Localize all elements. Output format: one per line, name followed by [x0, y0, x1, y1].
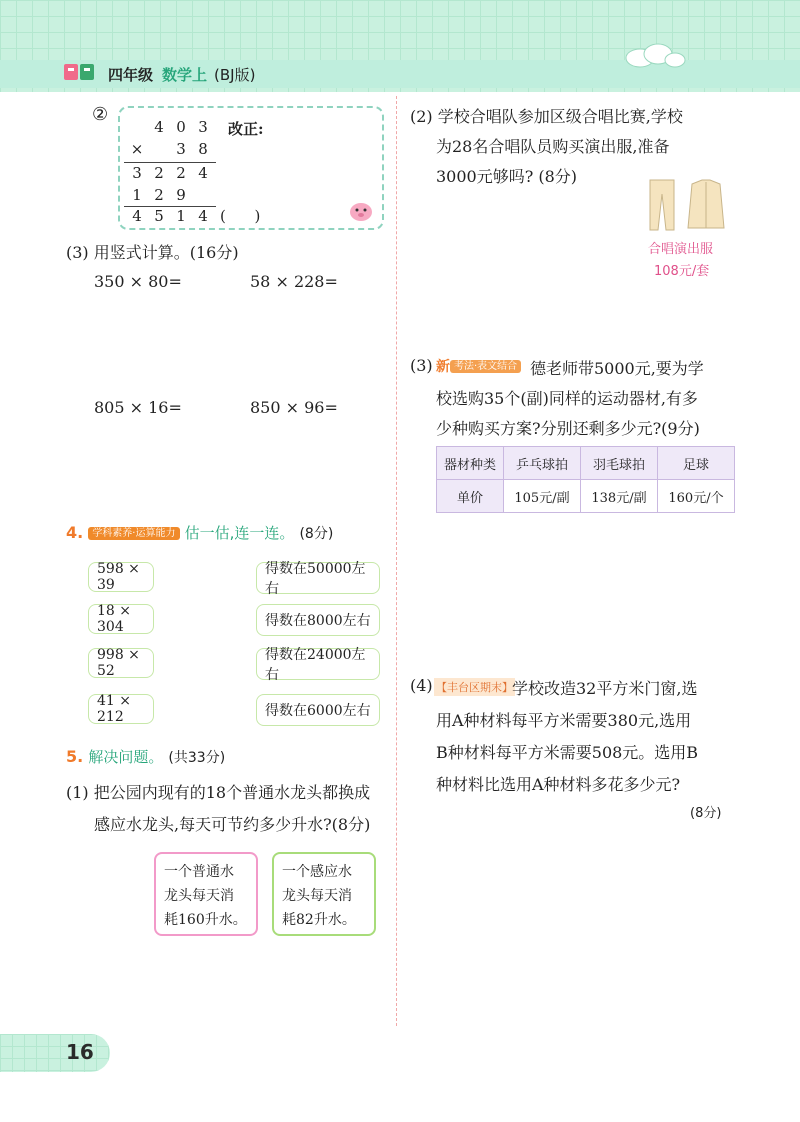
column-divider	[396, 96, 397, 1026]
match-right-item[interactable]: 得数在24000左右	[256, 648, 380, 680]
r-q4-line1: 学校改造32平方米门窗,选	[512, 679, 698, 698]
table-cell: 105元/副	[504, 480, 581, 513]
calc-digit: 5	[154, 207, 164, 225]
q3-item: 850 × 96=	[250, 398, 338, 417]
calc-digit: 8	[198, 140, 208, 158]
q3-item: 805 × 16=	[94, 398, 182, 417]
table-header-cell: 乒乓球拍	[504, 447, 581, 480]
calc-digit: 4	[154, 118, 164, 136]
r-q3-number: (3)	[410, 356, 433, 375]
note-line: 耗160升水。	[164, 912, 247, 928]
q2-marker: ②	[92, 104, 109, 125]
correct-label: 改正:	[228, 120, 264, 138]
note-line: 一个普通水	[164, 864, 234, 880]
calc-digit: 4	[198, 164, 208, 182]
calc-digit: 3	[198, 118, 208, 136]
costume-image-icon	[644, 176, 728, 232]
section-4-title: 估一估,连一连。	[184, 524, 295, 542]
note-line: 一个感应水	[282, 864, 352, 880]
section-5-number: 5.	[66, 747, 84, 766]
section-5-score: (共33分)	[168, 750, 226, 766]
calc-digit: 0	[176, 118, 186, 136]
table-header-cell: 足球	[658, 447, 735, 480]
r-q4-line4: 种材料比选用A种材料多花多少元?	[436, 775, 681, 794]
match-right-item[interactable]: 得数在8000左右	[256, 604, 380, 636]
table-header-cell: 羽毛球拍	[581, 447, 658, 480]
calc-digit: 3	[176, 140, 186, 158]
calc-digit: 1	[176, 207, 186, 225]
r-q4-number: (4)	[410, 676, 433, 695]
table-header-row	[437, 447, 735, 480]
note-line: 龙头每天消	[164, 888, 234, 904]
calc-digit: 2	[154, 164, 164, 182]
calc-digit: 4	[132, 207, 142, 225]
match-right-item[interactable]: 得数在50000左右	[256, 562, 380, 594]
calc-digit: 2	[154, 186, 164, 204]
r-q2-line1: (2) 学校合唱队参加区级合唱比赛,学校	[410, 107, 683, 126]
q3-item: 350 × 80=	[94, 272, 182, 291]
book-logo-icon	[62, 60, 102, 84]
r-q4-line2: 用A种材料每平方米需要380元,选用	[436, 711, 692, 730]
costume-price: 108元/套	[654, 264, 710, 279]
table-cell: 160元/个	[658, 480, 735, 513]
table-cell: 单价	[437, 480, 504, 513]
match-left-item[interactable]: 18 × 304	[88, 604, 154, 634]
calc-digit: 1	[132, 186, 142, 204]
calc-line	[124, 162, 216, 163]
calc-digit: ×	[130, 140, 144, 158]
correction-paren: ( )	[220, 207, 261, 225]
note-line: 龙头每天消	[282, 888, 352, 904]
section-5-heading	[66, 746, 225, 767]
q3-type-badge: 考法·表文结合	[450, 360, 521, 373]
section-4-score: (8分)	[299, 526, 334, 542]
page-number: 16	[66, 1040, 94, 1064]
match-left-item[interactable]: 41 × 212	[88, 694, 154, 724]
q3-title: (3) 用竖式计算。(16分)	[66, 243, 239, 262]
calc-digit: 9	[176, 186, 186, 204]
calc-digit: 3	[132, 164, 142, 182]
table-header-cell: 器材种类	[437, 447, 504, 480]
section-4-number: 4.	[66, 523, 84, 542]
table-row	[437, 480, 735, 513]
r-q2-line2: 为28名合唱队员购买演出服,准备	[436, 137, 670, 156]
match-left-item[interactable]: 598 × 39	[88, 562, 154, 592]
calc-digit: 2	[176, 164, 186, 182]
match-left-item[interactable]: 998 × 52	[88, 648, 154, 678]
r-q4-score: (8分)	[690, 806, 722, 821]
note-normal-faucet	[154, 852, 258, 936]
header-edition: (BJ版)	[214, 66, 256, 84]
q3-item: 58 × 228=	[250, 272, 338, 291]
header-subject: 数学上	[162, 66, 208, 84]
calc-digit: 4	[198, 207, 208, 225]
costume-caption: 合唱演出服	[648, 242, 714, 257]
cloud-icon	[620, 40, 690, 70]
match-right-item[interactable]: 得数在6000左右	[256, 694, 380, 726]
s5-q1-line2: 感应水龙头,每天可节约多少升水?(8分)	[94, 815, 371, 834]
r-q3-line3: 少种购买方案?分别还剩多少元?(9分)	[436, 419, 700, 438]
r-q4-line3: B种材料每平方米需要508元。选用B	[436, 743, 699, 762]
piggy-mascot-icon	[346, 196, 376, 224]
note-line: 耗82升水。	[282, 912, 356, 928]
calc-box	[118, 106, 384, 230]
q4-source-badge: 【丰台区期末】	[434, 678, 515, 696]
header-grade: 四年级	[108, 66, 154, 84]
note-sensor-faucet	[272, 852, 376, 936]
r-q3-line2: 校选购35个(副)同样的运动器材,有多	[436, 389, 698, 408]
section-4-badge: 学科素养·运算能力	[88, 527, 179, 540]
section-5-title: 解决问题。	[88, 748, 164, 766]
section-4-heading	[66, 522, 333, 543]
equipment-price-table	[436, 446, 735, 513]
r-q2-line3: 3000元够吗? (8分)	[436, 167, 578, 186]
new-badge: 新	[436, 359, 450, 375]
r-q3-badge	[436, 356, 521, 376]
r-q3-line1: 德老师带5000元,要为学	[530, 359, 704, 378]
table-cell: 138元/副	[581, 480, 658, 513]
s5-q1-line1: (1) 把公园内现有的18个普通水龙头都换成	[66, 783, 371, 802]
